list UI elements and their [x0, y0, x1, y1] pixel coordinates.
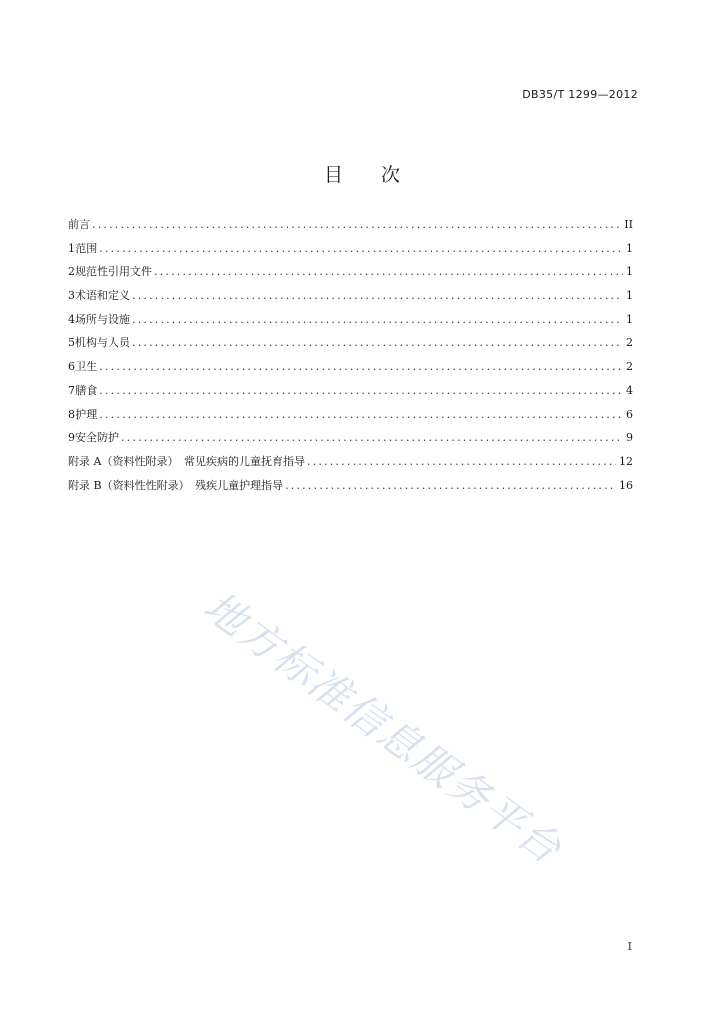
toc-entry-4[interactable] [68, 311, 633, 335]
toc-entry-page: 9 [626, 431, 633, 445]
toc-leader-dots [132, 336, 623, 349]
toc-entry-number: 7 [68, 383, 75, 397]
toc-entry-1[interactable] [68, 240, 633, 264]
toc-entry-6[interactable] [68, 358, 633, 382]
toc-entry-label: 术语和定义 [75, 289, 130, 303]
page-number: I [627, 940, 632, 953]
toc-entry-number: 5 [68, 336, 75, 350]
toc-entry-label: 规范性引用文件 [75, 265, 152, 279]
toc-entry-2[interactable] [68, 263, 633, 287]
toc-entry-page: 2 [626, 336, 633, 350]
toc-entry-page: II [624, 218, 633, 231]
toc-entry-label: 前言 [68, 218, 90, 231]
toc-leader-dots [307, 455, 616, 468]
toc-entry-number: 3 [68, 289, 75, 303]
toc-entry-label: 场所与设施 [75, 312, 130, 326]
toc-entry-9[interactable] [68, 429, 633, 453]
toc-entry-page: 2 [626, 360, 633, 374]
toc-leader-dots [99, 242, 623, 255]
toc-entry-page: 1 [626, 289, 633, 303]
toc-leader-dots [132, 313, 623, 326]
toc-entry-label: 卫生 [75, 360, 98, 374]
toc-entry-page: 6 [626, 407, 633, 421]
toc-entry-label: 膳食 [75, 383, 98, 397]
toc-entry-label: 护理 [75, 407, 98, 421]
toc-entry-page: 12 [619, 454, 633, 468]
toc-entry-number: 8 [68, 407, 75, 421]
toc-entry-label: 机构与人员 [75, 336, 130, 350]
toc-entry-page: 1 [626, 312, 633, 326]
watermark-text: 地方标准信息服务平台 [194, 582, 571, 874]
toc-leader-dots [121, 431, 623, 444]
toc-entry-number: 4 [68, 312, 75, 326]
toc-entry-number: 6 [68, 360, 75, 374]
toc-entry-number: 9 [68, 431, 75, 445]
toc-leader-dots [99, 384, 623, 397]
toc-entry-page: 4 [626, 383, 633, 397]
toc-entry-appendix-b[interactable] [68, 477, 633, 501]
toc-entry-label: 附录 B（资料性性附录） 残疾儿童护理指导 [68, 478, 284, 492]
toc-entry-page: 1 [626, 241, 633, 255]
toc-leader-dots [285, 479, 616, 492]
toc-entry-page: 1 [626, 265, 633, 279]
table-of-contents [68, 216, 633, 500]
toc-entry-5[interactable] [68, 334, 633, 358]
toc-leader-dots [154, 265, 623, 278]
toc-title: 目 次 [323, 164, 400, 186]
toc-leader-dots [92, 218, 621, 231]
toc-leader-dots [132, 289, 623, 302]
document-code: DB35/T 1299—2012 [522, 88, 638, 101]
toc-entry-label: 安全防护 [75, 431, 119, 445]
toc-entry-foreword[interactable] [68, 216, 633, 240]
toc-entry-7[interactable] [68, 382, 633, 406]
toc-entry-number: 1 [68, 241, 75, 255]
toc-entry-label: 附录 A（资料性附录） 常见疾病的儿童抚育指导 [68, 454, 305, 468]
toc-entry-number: 2 [68, 265, 75, 279]
toc-entry-page: 16 [619, 478, 633, 492]
toc-leader-dots [99, 360, 623, 373]
toc-entry-label: 范围 [75, 241, 98, 255]
toc-entry-8[interactable] [68, 406, 633, 430]
toc-leader-dots [99, 408, 623, 421]
toc-entry-3[interactable] [68, 287, 633, 311]
toc-entry-appendix-a[interactable] [68, 453, 633, 477]
